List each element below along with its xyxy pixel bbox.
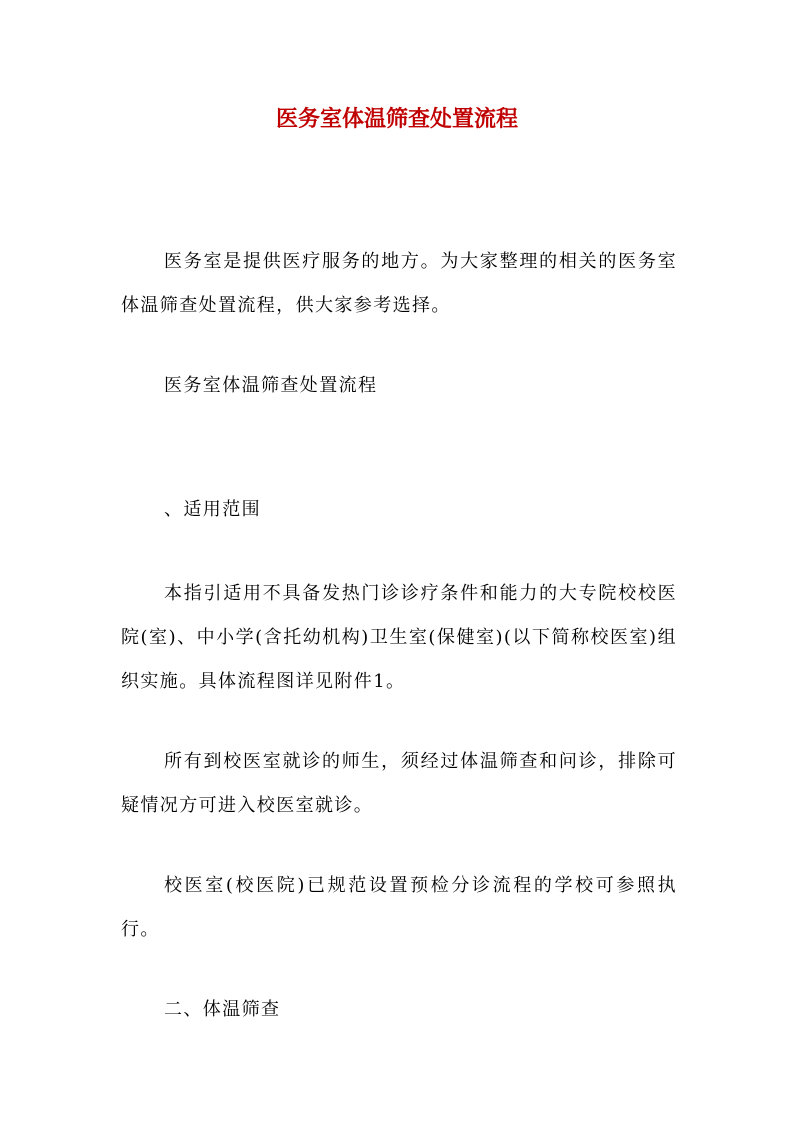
section-heading-flow: 医务室体温筛查处置流程 (164, 375, 378, 396)
screening-requirement-paragraph: 所有到校医室就诊的师生，须经过体温筛查和问诊，排除可疑情况方可进入校医室就诊。 (121, 751, 677, 816)
section-heading-temperature-screening: 二、体温筛查 (164, 999, 281, 1020)
intro-paragraph: 医务室是提供医疗服务的地方。为大家整理的相关的医务室体温筛查处置流程，供大家参考选择。 (121, 251, 677, 316)
document-title: 医务室体温筛查处置流程 (275, 106, 518, 132)
section-heading-scope: 、适用范围 (164, 499, 261, 520)
scope-paragraph: 本指引适用不具备发热门诊诊疗条件和能力的大专院校校医院(室)、中小学(含托幼机构)卫生室(保健室)(以下简称校医室)组织实施。具体流程图详见附件1。 (121, 583, 677, 692)
reference-paragraph: 校医室(校医院)已规范设置预检分诊流程的学校可参照执行。 (121, 875, 677, 940)
